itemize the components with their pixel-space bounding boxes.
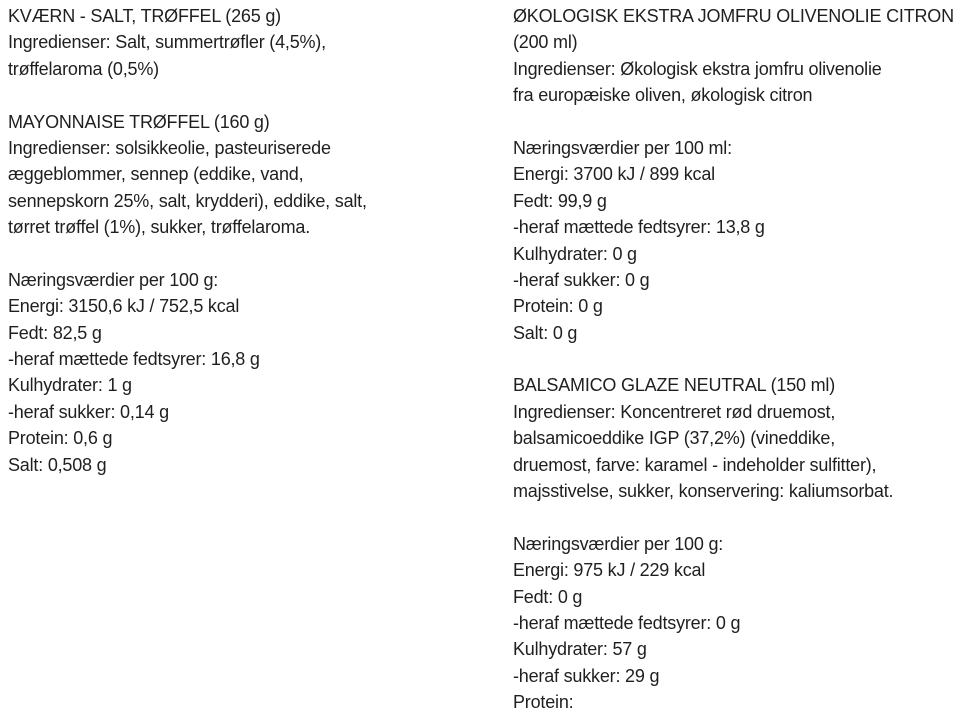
nutrition-line: Energi: 975 kJ / 229 kcal [513, 560, 706, 581]
ingredients-line: Ingredienser: Salt, summertrøfler (4,5%), [8, 32, 326, 53]
nutrition-line: -heraf mættede fedtsyrer: 16,8 g [8, 349, 260, 370]
nutrition-line: Energi: 3150,6 kJ / 752,5 kcal [8, 296, 240, 317]
right-column [513, 3, 965, 716]
nutrition-header: Næringsværdier per 100 g: [8, 269, 219, 290]
nutrition-header: Næringsværdier per 100 ml: [513, 137, 732, 158]
nutrition-line: -heraf sukker: 29 g [513, 665, 660, 686]
product-title: (200 ml) [513, 32, 578, 53]
nutrition-line: Kulhydrater: 0 g [513, 243, 637, 264]
ingredients-line: majsstivelse, sukker, konservering: kaliumsorbat. [513, 481, 894, 502]
product-title: KVÆRN - SALT, TRØFFEL (265 g) [8, 6, 281, 26]
nutrition-line: -heraf mættede fedtsyrer: 0 g [513, 612, 741, 633]
product-title: ØKOLOGISK EKSTRA JOMFRU OLIVENOLIE CITRON [513, 6, 954, 26]
nutrition-olivenolie-citron [513, 135, 965, 346]
ingredients-line: sennepskorn 25%, salt, krydderi), eddike, salt, [8, 190, 367, 211]
product-kvaern-salt-troeffel [8, 3, 500, 82]
nutrition-balsamico-glaze [513, 531, 965, 716]
nutrition-line: -heraf mættede fedtsyrer: 13,8 g [513, 217, 765, 238]
ingredients-line: Ingredienser: Koncentreret rød druemost, [513, 401, 836, 422]
nutrition-header: Næringsværdier per 100 g: [513, 533, 724, 554]
ingredients-line: druemost, farve: karamel - indeholder sulfitter), [513, 454, 877, 475]
nutrition-line: Protein: [513, 692, 574, 713]
nutrition-line: -heraf sukker: 0,14 g [8, 401, 169, 422]
product-olivenolie-citron [513, 3, 965, 109]
ingredients-line: trøffelaroma (0,5%) [8, 58, 159, 79]
ingredients-line: Ingredienser: solsikkeolie, pasteuriserede [8, 137, 331, 158]
nutrition-line: Energi: 3700 kJ / 899 kcal [513, 164, 715, 185]
nutrition-line: -heraf sukker: 0 g [513, 269, 650, 290]
nutrition-line: Fedt: 82,5 g [8, 322, 102, 343]
ingredients-line: fra europæiske oliven, økologisk citron [513, 85, 813, 106]
product-balsamico-glaze [513, 372, 965, 504]
ingredients-line: balsamicoeddike IGP (37,2%) (vineddike, [513, 428, 836, 449]
product-title: BALSAMICO GLAZE NEUTRAL (150 ml) [513, 375, 836, 396]
ingredients-line: tørret trøffel (1%), sukker, trøffelaroma. [8, 217, 311, 238]
product-title: MAYONNAISE TRØFFEL (160 g) [8, 111, 270, 132]
ingredients-line: æggeblommer, sennep (eddike, vand, [8, 164, 304, 185]
ingredients-line: Ingredienser: Økologisk ekstra jomfru olivenolie [513, 58, 882, 79]
product-mayonnaise-troeffel [8, 109, 500, 241]
nutrition-line: Kulhydrater: 57 g [513, 639, 647, 660]
nutrition-line: Salt: 0,508 g [8, 454, 107, 475]
left-column [8, 3, 500, 478]
nutrition-line: Fedt: 99,9 g [513, 190, 607, 211]
nutrition-line: Fedt: 0 g [513, 586, 583, 607]
nutrition-mayonnaise-troeffel [8, 267, 500, 478]
nutrition-line: Salt: 0 g [513, 322, 578, 343]
nutrition-line: Kulhydrater: 1 g [8, 375, 132, 396]
nutrition-line: Protein: 0,6 g [8, 428, 113, 449]
nutrition-line: Protein: 0 g [513, 296, 603, 317]
